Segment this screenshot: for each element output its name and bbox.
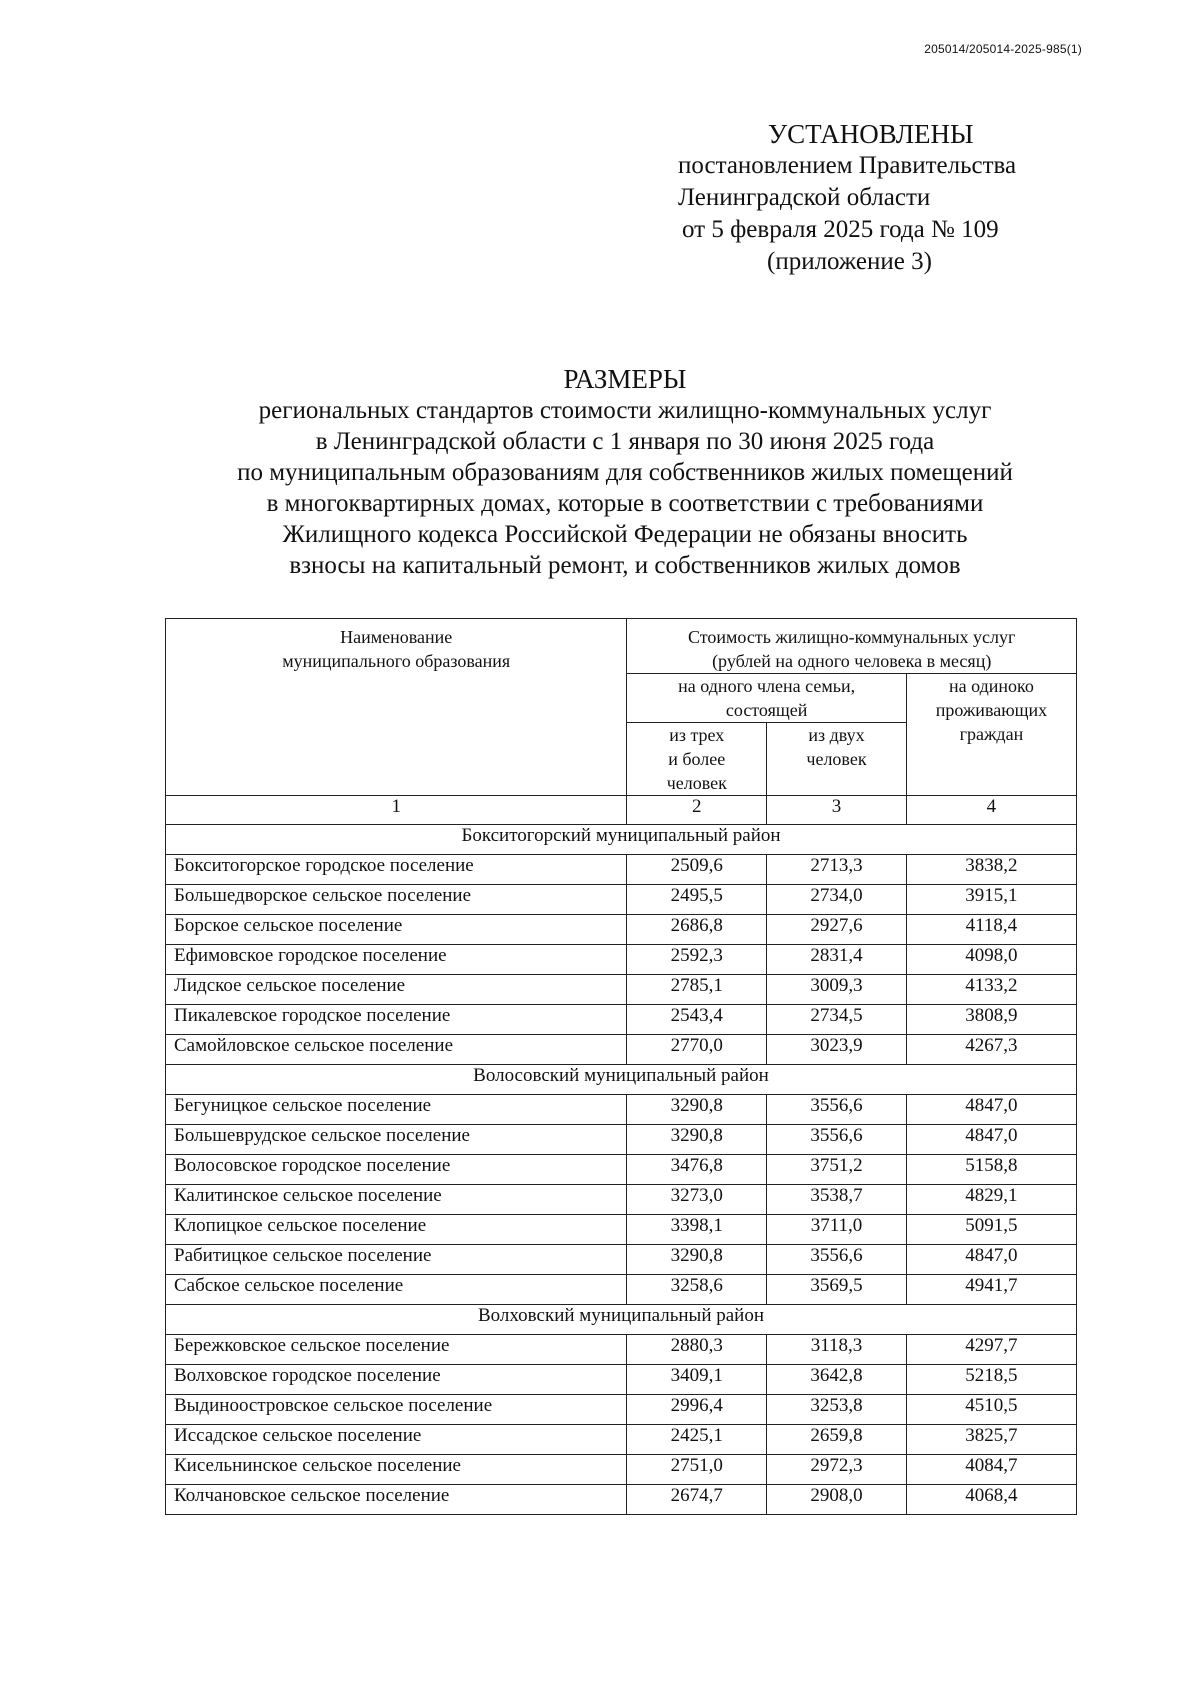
header-single: на одиноко проживающих граждан <box>906 674 1076 796</box>
cost-value: 2659,8 <box>767 1425 907 1455</box>
cost-value: 3290,8 <box>627 1095 767 1125</box>
cost-value: 3476,8 <box>627 1155 767 1185</box>
cost-value: 2713,3 <box>767 855 907 885</box>
table-row <box>166 855 1077 885</box>
district-row <box>166 1305 1077 1335</box>
cost-value: 4098,0 <box>906 945 1076 975</box>
header-two: из двух человек <box>767 723 907 796</box>
municipality-name: Рабитицкое сельское поселение <box>166 1245 627 1275</box>
header-cost: Стоимость жилищно-коммунальных услуг (рублей на одного человека в месяц) <box>627 619 1077 674</box>
cost-value: 3711,0 <box>767 1215 907 1245</box>
municipality-name: Волховское городское поселение <box>166 1365 627 1395</box>
cost-value: 3642,8 <box>767 1365 907 1395</box>
municipality-name: Колчановское сельское поселение <box>166 1485 627 1515</box>
cost-value: 5091,5 <box>906 1215 1076 1245</box>
cost-value: 3273,0 <box>627 1185 767 1215</box>
cost-value: 2592,3 <box>627 945 767 975</box>
cost-value: 2770,0 <box>627 1035 767 1065</box>
table-row <box>166 975 1077 1005</box>
municipality-name: Самойловское сельское поселение <box>166 1035 627 1065</box>
table-row <box>166 1335 1077 1365</box>
table-body <box>166 825 1077 1515</box>
cost-value: 3023,9 <box>767 1035 907 1065</box>
municipality-name: Большедворское сельское поселение <box>166 885 627 915</box>
cost-value: 3808,9 <box>906 1005 1076 1035</box>
municipality-name: Выдиноостровское сельское поселение <box>166 1395 627 1425</box>
district-name: Волховский муниципальный район <box>166 1305 1077 1335</box>
table-header <box>166 619 1077 825</box>
district-row <box>166 825 1077 855</box>
rates-table <box>165 618 1077 1515</box>
title-line: в Ленинградской области с 1 января по 30 июня 2025 года <box>315 428 935 455</box>
table-row <box>166 1005 1077 1035</box>
cost-value: 5218,5 <box>906 1365 1076 1395</box>
title-line: Жилищного кодекса Российской Федерации не обязаны вносить <box>282 521 968 548</box>
municipality-name: Большеврудское сельское поселение <box>166 1125 627 1155</box>
cost-value: 2674,7 <box>627 1485 767 1515</box>
header-name: Наименование муниципального образования <box>166 619 627 796</box>
header-family: на одного члена семьи, состоящей <box>627 674 906 723</box>
cost-value: 2425,1 <box>627 1425 767 1455</box>
table-row <box>166 1425 1077 1455</box>
header-three-plus: из трех и более человек <box>627 723 767 796</box>
approval-stamp <box>678 118 1098 278</box>
cost-value: 4297,7 <box>906 1335 1076 1365</box>
cost-value: 4510,5 <box>906 1395 1076 1425</box>
table-row <box>166 1185 1077 1215</box>
column-number: 3 <box>767 796 907 825</box>
municipality-name: Ефимовское городское поселение <box>166 945 627 975</box>
cost-value: 3556,6 <box>767 1125 907 1155</box>
table-row <box>166 1095 1077 1125</box>
approval-line-4: от 5 февраля 2025 года № 109 <box>682 216 999 243</box>
cost-value: 4847,0 <box>906 1095 1076 1125</box>
table-row <box>166 1215 1077 1245</box>
cost-value: 2831,4 <box>767 945 907 975</box>
table-row <box>166 945 1077 975</box>
cost-value: 4847,0 <box>906 1125 1076 1155</box>
column-number: 1 <box>166 796 627 825</box>
cost-value: 3398,1 <box>627 1215 767 1245</box>
cost-value: 5158,8 <box>906 1155 1076 1185</box>
municipality-name: Калитинское сельское поселение <box>166 1185 627 1215</box>
column-number: 4 <box>906 796 1076 825</box>
cost-value: 2880,3 <box>627 1335 767 1365</box>
cost-value: 2785,1 <box>627 975 767 1005</box>
cost-value: 2543,4 <box>627 1005 767 1035</box>
approval-line-2: постановлением Правительства <box>678 152 1017 179</box>
table-row <box>166 1155 1077 1185</box>
cost-value: 3258,6 <box>627 1275 767 1305</box>
title-line: в многоквартирных домах, которые в соответствии с требованиями <box>266 490 984 517</box>
cost-value: 3569,5 <box>767 1275 907 1305</box>
table-row <box>166 1035 1077 1065</box>
title-line: по муниципальным образованиям для собственников жилых помещений <box>237 459 1013 486</box>
cost-value: 3538,7 <box>767 1185 907 1215</box>
district-row <box>166 1065 1077 1095</box>
table-row <box>166 1455 1077 1485</box>
table-row <box>166 1245 1077 1275</box>
cost-value: 3915,1 <box>906 885 1076 915</box>
cost-value: 3751,2 <box>767 1155 907 1185</box>
title-line: региональных стандартов стоимости жилищно-коммунальных услуг <box>258 397 992 424</box>
table-row <box>166 1125 1077 1155</box>
district-name: Бокситогорский муниципальный район <box>166 825 1077 855</box>
municipality-name: Клопицкое сельское поселение <box>166 1215 627 1245</box>
cost-value: 4068,4 <box>906 1485 1076 1515</box>
cost-value: 4847,0 <box>906 1245 1076 1275</box>
municipality-name: Бокситогорское городское поселение <box>166 855 627 885</box>
table-row <box>166 1365 1077 1395</box>
cost-value: 2751,0 <box>627 1455 767 1485</box>
cost-value: 3009,3 <box>767 975 907 1005</box>
cost-value: 4118,4 <box>906 915 1076 945</box>
cost-value: 3556,6 <box>767 1245 907 1275</box>
cost-value: 3838,2 <box>906 855 1076 885</box>
cost-value: 4084,7 <box>906 1455 1076 1485</box>
document-title <box>0 364 1200 581</box>
document-id: 205014/205014-2025-985(1) <box>924 42 1082 56</box>
municipality-name: Кисельнинское сельское поселение <box>166 1455 627 1485</box>
municipality-name: Лидское сельское поселение <box>166 975 627 1005</box>
table-row <box>166 1395 1077 1425</box>
approval-line-3: Ленинградской области <box>678 184 931 211</box>
municipality-name: Сабское сельское поселение <box>166 1275 627 1305</box>
cost-value: 2908,0 <box>767 1485 907 1515</box>
cost-value: 2927,6 <box>767 915 907 945</box>
cost-value: 3290,8 <box>627 1125 767 1155</box>
municipality-name: Борское сельское поселение <box>166 915 627 945</box>
cost-value: 2734,0 <box>767 885 907 915</box>
table-row <box>166 915 1077 945</box>
table-row <box>166 885 1077 915</box>
approval-heading: УСТАНОВЛЕНЫ <box>768 119 974 149</box>
cost-value: 4941,7 <box>906 1275 1076 1305</box>
municipality-name: Волосовское городское поселение <box>166 1155 627 1185</box>
table-row <box>166 1275 1077 1305</box>
column-numbers-row <box>166 796 1077 825</box>
municipality-name: Бережковское сельское поселение <box>166 1335 627 1365</box>
title-line: взносы на капитальный ремонт, и собственников жилых домов <box>289 552 961 579</box>
district-name: Волосовский муниципальный район <box>166 1065 1077 1095</box>
cost-value: 4829,1 <box>906 1185 1076 1215</box>
municipality-name: Иссадское сельское поселение <box>166 1425 627 1455</box>
cost-value: 4267,3 <box>906 1035 1076 1065</box>
municipality-name: Бегуницкое сельское поселение <box>166 1095 627 1125</box>
table-row <box>166 1485 1077 1515</box>
cost-value: 3253,8 <box>767 1395 907 1425</box>
municipality-name: Пикалевское городское поселение <box>166 1005 627 1035</box>
cost-value: 2734,5 <box>767 1005 907 1035</box>
cost-value: 3290,8 <box>627 1245 767 1275</box>
cost-value: 2996,4 <box>627 1395 767 1425</box>
cost-value: 2509,6 <box>627 855 767 885</box>
cost-value: 2495,5 <box>627 885 767 915</box>
cost-value: 3825,7 <box>906 1425 1076 1455</box>
cost-value: 3409,1 <box>627 1365 767 1395</box>
title-heading: РАЗМЕРЫ <box>563 364 687 394</box>
cost-value: 3118,3 <box>767 1335 907 1365</box>
cost-value: 2686,8 <box>627 915 767 945</box>
column-number: 2 <box>627 796 767 825</box>
cost-value: 4133,2 <box>906 975 1076 1005</box>
cost-value: 2972,3 <box>767 1455 907 1485</box>
approval-line-5: (приложение 3) <box>767 248 932 275</box>
cost-value: 3556,6 <box>767 1095 907 1125</box>
